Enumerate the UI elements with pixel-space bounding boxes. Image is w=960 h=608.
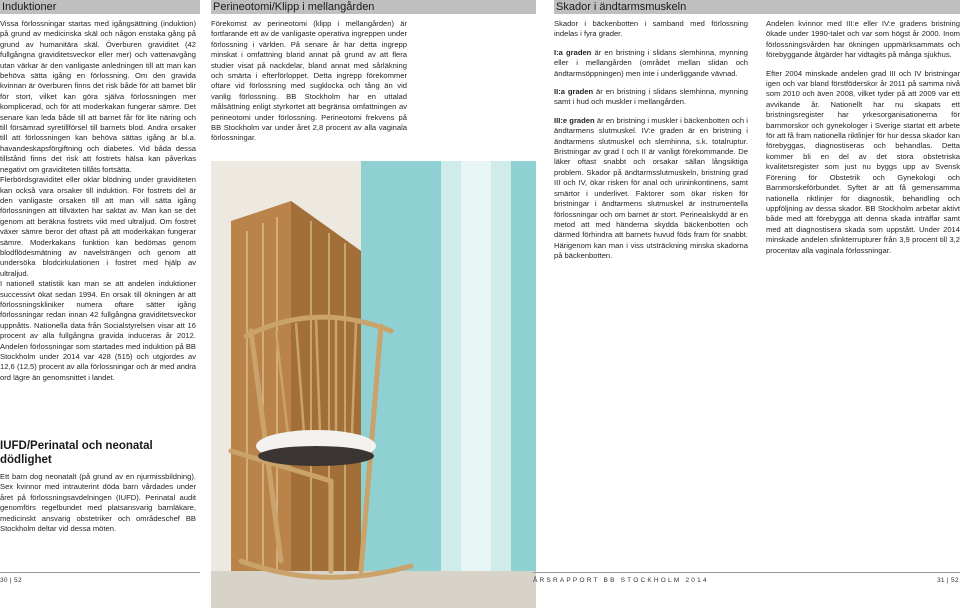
grade-2-text: är en bristning i slidans slemhinna, mynning samt i hud och muskler i mellangården. — [554, 87, 748, 107]
induktioner-body — [0, 19, 196, 419]
induktioner-paragraph: Flerbördsgraviditet eller oklar blödning under graviditeten kan också vara orsaker till induktion. För fostrets del är den vanligaste orsaken till att man vill sätta igång förlossningen att tillväxten har saktat av. Man kan se det genom att beräkna fostrets vikt med ultraljud. Om fostret växer sämre beror det oftast på att moderkakan fungerar sämre. Moderkakans funktion kan bedömas genom blodflödesmätning av navelsträngen och genom att undersöka blodcirkulationen i fostret med hjälp av ultraljud. — [0, 175, 196, 278]
section-header-induktioner: Induktioner — [0, 0, 200, 14]
section-header-skador: Skador i ändtarmsmuskeln — [554, 0, 960, 14]
report-title: ÅRSRAPPORT BB STOCKHOLM 2014 — [533, 577, 709, 584]
rocking-chair-photo — [211, 161, 536, 608]
footer-rule-left — [0, 572, 200, 573]
skador-body — [554, 19, 748, 299]
iufd-heading: IUFD/Perinatal och neonatal dödlighet — [0, 440, 153, 466]
skador-continued-paragraph: Andelen kvinnor med III:e eller IV:e gradens bristning ökade under 1990-talet och var som högst år 2000. Inom förlossningsvården har ökningen uppmärksammats och förebyggande åtgärder har vidtagits på många sjukhus. — [766, 19, 960, 60]
induktioner-paragraph: I nationell statistik kan man se att andelen induktioner successivt ökat sedan 1994. En orsak till ökningen är att förlossningskliniker numera oftare sätter igång förlossningar redan innan 42 fullgångna graviditetsveckor uppnåtts. Nationella data från Socialstyrelsen visar att 16 procent av alla fullgångna gravida induceras år 2012. Andelen förlossningar som startades med induktion på BB Stockholm under 2014 var 428 (515) och utgjordes av 12,6 (12,5) procent av alla förlossningar och är med andra ord lägre än genomsnittet i landet. — [0, 279, 196, 382]
skador-continued-body — [766, 19, 960, 289]
footer-rule-right — [533, 572, 960, 573]
grade-1-text: är en bristning i slidans slemhinna, mynning eller i mellangården (området mellan slidan och ändtarmsöppningen) men inte i underliggande vävnad. — [554, 47, 748, 78]
grade-3-paragraph — [554, 116, 748, 262]
page-number-right: 31 | 52 — [937, 577, 959, 584]
perineotomi-paragraph: Förekomst av perineotomi (klipp i mellangården) är fortfarande ett av de vanligaste operativa ingreppen under förlossning i världen. På senare år har detta ingrepp minskat i omfattning bland annat på grund av att flera studier visat på nackdelar, bland annat med sårläkning och smärta i efterförloppet. Detta ingrepp förekommer oftare vid förlossning med sugklocka och tång än vid vanlig förlossning. BB Stockholm har en uttalad målsättning enligt styrkortet att begränsa omfattningen av perineotomi under förlossning. Perineotomi frekvens på BB Stockholm var under året 2,8 procent av alla vaginala förlossningar. — [211, 19, 407, 143]
grade-1-label: I:a graden — [554, 47, 592, 57]
iufd-body — [0, 472, 196, 552]
skador-intro: Skador i bäckenbotten i samband med förlossning indelas i fyra grader. — [554, 19, 748, 39]
grade-3-label: III:e graden — [554, 115, 595, 125]
section-header-perineotomi: Perineotomi/Klipp i mellangården — [211, 0, 536, 14]
page-number-left: 30 | 52 — [0, 577, 22, 584]
grade-2-label: II:a graden — [554, 87, 594, 97]
induktioner-paragraph: Vissa förlossningar startas med igångsättning (induktion) på grund av medicinska skäl och någon enstaka gång på grund av humanitära skäl. Överburen graviditet (42 fullgångna graviditetsveckor eller mer) och vattenavgång utan värkar är den vanligaste anledningen till att man kan behöva sätta igång en förlossning. Om den gravida kvinnan är överburen finns det risk både för att barnet blir för stort, vilket kan göra själva förlossningen mer komplicerad, och för att moderkakan fungerar sämre. Det senare kan leda både till att barnet får för lite näring och till försämrad syretillförsel till barnets blod. Andra orsaker till att förlossningen kan behöva sättas igång är bl.a. havandeskapsförgiftning och diabetes. Vid båda dessa tillstånd finns det risk att fostrets hälsa kan påverkas negativt om graviditeten tillåts fortsätta. — [0, 19, 196, 174]
grade-1-paragraph — [554, 48, 748, 79]
perineotomi-body — [211, 19, 407, 159]
iufd-paragraph: Ett barn dog neonatalt (på grund av en njurmissbildning). Sex kvinnor med intrauterint döda barn vårdades under året på förlossningsavdelningen (IUFD). Perinatal audit genomförs regelbundet med platsansvarig barnläkare, medicinskt ansvarig obstetriker och områdeschef BB Stockholm deltar vid dessa möten. — [0, 472, 196, 534]
skador-continued-paragraph: Efter 2004 minskade andelen grad III och IV bristningar igen och var bland förstföderskor år 2011 på samma nivå som 2010 och även 2008, vilket tyder på att 2009 var ett avvikande år. Nationellt har nu skapats ett bristningsregister har yrkesorganisationerna för barnmorskor och gynekologer i Sverige startat ett arbete för att få fram nationella riktlinjer för hur dessa skador kan förebyggas, diagnostiseras och behandlas. Detta kommer bli en del av det stora obstetriska kvalitetsregister som just nu byggs upp av Svensk Förening för Obstetrik och Gynekologi och Barnmorskeförbundet. Syftet är att få gemensamma nationella riktlinjer för diagnostik, behandling och uppföljning av dessa skador. BB Stockholm arbetar aktivt både med att förebygga att denna skada inträffar samt med att diagnostisera skada som uppstått. Under 2014 minskade andelen sfinkterrupturer från 3,9 procent till 3,2 procentav alla vaginala förlossningar. — [766, 68, 960, 255]
grade-3-text: är en bristning i muskler i bäckenbotten och i ändtarmens slutmuskel. IV:e graden är en bristning i ändtarmens slutmuskel och slemhinna, s.k. totalruptur. Bristningar av grad I och II är vanligt förekommande. De läker oftast snabbt och orsakar sällan långsiktiga problem. Skador på ändtarmsslutmuskeln, bristning grad III och IV, ökar risken för anal och urininkontinens, samt smärtor i underlivet. Faktorer som ökar risken för bristningar i ändtarmens slutmuskel är instrumentella förlossningar och om barnet är stort. Perinealskydd är en metod att med händerna skydda bäckenbotten och därmed förhindra att barnets huvud föds fram för snabbt. Härigenom kan man i viss utsträckning minska skadorna på bäckenbotten. — [554, 115, 748, 261]
grade-2-paragraph — [554, 87, 748, 108]
